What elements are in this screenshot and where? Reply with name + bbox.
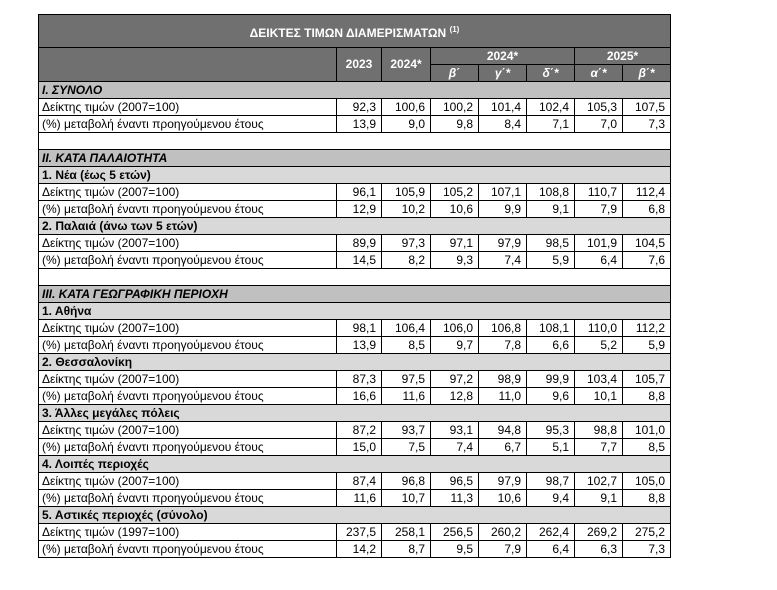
- table-row: [39, 388, 671, 405]
- value-cell: 96,1: [337, 184, 382, 201]
- table-row: [39, 320, 671, 337]
- table-row: [39, 252, 671, 269]
- value-cell: 8,5: [623, 439, 671, 456]
- value-cell: 5,9: [527, 252, 575, 269]
- row-label: Δείκτης τιμών (2007=100): [39, 99, 337, 116]
- value-cell: 9,9: [479, 201, 527, 218]
- value-cell: 102,7: [575, 473, 623, 490]
- value-cell: 7,4: [479, 252, 527, 269]
- value-cell: 7,3: [623, 541, 671, 558]
- header-group-2024: 2024*: [431, 48, 575, 65]
- value-cell: 97,5: [382, 371, 431, 388]
- table-row: [39, 184, 671, 201]
- value-cell: 99,9: [527, 371, 575, 388]
- value-cell: 262,4: [527, 524, 575, 541]
- subsection-header-row: [39, 405, 671, 422]
- row-label: Δείκτης τιμών (2007=100): [39, 320, 337, 337]
- table-row: [39, 337, 671, 354]
- value-cell: 7,3: [623, 116, 671, 133]
- value-cell: 15,0: [337, 439, 382, 456]
- value-cell: 12,9: [337, 201, 382, 218]
- value-cell: 7,4: [431, 439, 479, 456]
- section-header-row: [39, 150, 671, 167]
- value-cell: 11,3: [431, 490, 479, 507]
- subsection-header-row: [39, 354, 671, 371]
- subsection-label: 4. Λοιπές περιοχές: [39, 456, 671, 473]
- subsection-header-row: [39, 303, 671, 320]
- header-quarter: δ΄*: [527, 65, 575, 82]
- value-cell: 103,4: [575, 371, 623, 388]
- row-label: Δείκτης τιμών (2007=100): [39, 235, 337, 252]
- value-cell: 7,7: [575, 439, 623, 456]
- value-cell: 110,0: [575, 320, 623, 337]
- value-cell: 98,1: [337, 320, 382, 337]
- value-cell: 100,2: [431, 99, 479, 116]
- row-label: (%) μεταβολή έναντι προηγούμενου έτους: [39, 439, 337, 456]
- value-cell: 112,4: [623, 184, 671, 201]
- price-index-table: [38, 14, 671, 558]
- value-cell: 5,2: [575, 337, 623, 354]
- subsection-label: 2. Θεσσαλονίκη: [39, 354, 671, 371]
- value-cell: 260,2: [479, 524, 527, 541]
- value-cell: 107,5: [623, 99, 671, 116]
- value-cell: 98,8: [575, 422, 623, 439]
- value-cell: 8,4: [479, 116, 527, 133]
- value-cell: 11,6: [382, 388, 431, 405]
- spacer-cell: [39, 269, 671, 286]
- section-header-row: [39, 286, 671, 303]
- row-label: Δείκτης τιμών (1997=100): [39, 524, 337, 541]
- value-cell: 97,9: [479, 473, 527, 490]
- value-cell: 106,4: [382, 320, 431, 337]
- row-label: (%) μεταβολή έναντι προηγούμενου έτους: [39, 116, 337, 133]
- table-row: [39, 201, 671, 218]
- value-cell: 8,2: [382, 252, 431, 269]
- table-row: [39, 371, 671, 388]
- header-year-2023: 2023: [337, 48, 382, 82]
- value-cell: 106,8: [479, 320, 527, 337]
- value-cell: 10,1: [575, 388, 623, 405]
- value-cell: 104,5: [623, 235, 671, 252]
- value-cell: 10,2: [382, 201, 431, 218]
- value-cell: 7,1: [527, 116, 575, 133]
- value-cell: 14,2: [337, 541, 382, 558]
- value-cell: 107,1: [479, 184, 527, 201]
- value-cell: 7,8: [479, 337, 527, 354]
- row-label: (%) μεταβολή έναντι προηγούμενου έτους: [39, 252, 337, 269]
- value-cell: 108,8: [527, 184, 575, 201]
- value-cell: 93,7: [382, 422, 431, 439]
- value-cell: 9,4: [527, 490, 575, 507]
- header-year-2024: 2024*: [382, 48, 431, 82]
- section-header-row: [39, 82, 671, 99]
- value-cell: 94,8: [479, 422, 527, 439]
- value-cell: 11,6: [337, 490, 382, 507]
- row-label: Δείκτης τιμών (2007=100): [39, 473, 337, 490]
- section-label: I. ΣΥΝΟΛΟ: [39, 82, 671, 99]
- value-cell: 6,4: [575, 252, 623, 269]
- value-cell: 97,3: [382, 235, 431, 252]
- value-cell: 105,2: [431, 184, 479, 201]
- value-cell: 11,0: [479, 388, 527, 405]
- value-cell: 10,7: [382, 490, 431, 507]
- value-cell: 110,7: [575, 184, 623, 201]
- table-title-text: ΔΕΙΚΤΕΣ ΤΙΜΩΝ ΔΙΑΜΕΡΙΣΜΑΤΩΝ: [249, 25, 447, 40]
- value-cell: 8,8: [623, 490, 671, 507]
- row-label: (%) μεταβολή έναντι προηγούμενου έτους: [39, 201, 337, 218]
- row-label: Δείκτης τιμών (2007=100): [39, 371, 337, 388]
- value-cell: 6,4: [527, 541, 575, 558]
- value-cell: 87,4: [337, 473, 382, 490]
- value-cell: 5,1: [527, 439, 575, 456]
- value-cell: 6,8: [623, 201, 671, 218]
- value-cell: 6,6: [527, 337, 575, 354]
- value-cell: 256,5: [431, 524, 479, 541]
- subsection-header-row: [39, 218, 671, 235]
- value-cell: 108,1: [527, 320, 575, 337]
- header-quarter: α΄*: [575, 65, 623, 82]
- value-cell: 106,0: [431, 320, 479, 337]
- subsection-label: 1. Νέα (έως 5 ετών): [39, 167, 671, 184]
- value-cell: 5,9: [623, 337, 671, 354]
- table-row: [39, 490, 671, 507]
- value-cell: 89,9: [337, 235, 382, 252]
- value-cell: 9,5: [431, 541, 479, 558]
- value-cell: 105,3: [575, 99, 623, 116]
- value-cell: 97,1: [431, 235, 479, 252]
- spacer-row: [39, 269, 671, 286]
- table-row: [39, 541, 671, 558]
- value-cell: 8,5: [382, 337, 431, 354]
- value-cell: 13,9: [337, 337, 382, 354]
- header-blank: [39, 48, 337, 82]
- value-cell: 98,7: [527, 473, 575, 490]
- value-cell: 101,9: [575, 235, 623, 252]
- value-cell: 9,0: [382, 116, 431, 133]
- table-row: [39, 235, 671, 252]
- value-cell: 7,9: [479, 541, 527, 558]
- header-quarter: γ΄*: [479, 65, 527, 82]
- value-cell: 105,7: [623, 371, 671, 388]
- table-title-row: [39, 15, 671, 48]
- table-title: [39, 15, 671, 48]
- value-cell: 98,5: [527, 235, 575, 252]
- row-label: (%) μεταβολή έναντι προηγούμενου έτους: [39, 490, 337, 507]
- value-cell: 7,0: [575, 116, 623, 133]
- value-cell: 100,6: [382, 99, 431, 116]
- section-label: III. ΚΑΤΑ ΓΕΩΓΡΑΦΙΚΗ ΠΕΡΙΟΧΗ: [39, 286, 671, 303]
- header-group-2025: 2025*: [575, 48, 671, 65]
- value-cell: 269,2: [575, 524, 623, 541]
- value-cell: 96,5: [431, 473, 479, 490]
- value-cell: 98,9: [479, 371, 527, 388]
- value-cell: 7,5: [382, 439, 431, 456]
- table-row: [39, 439, 671, 456]
- table-row: [39, 524, 671, 541]
- value-cell: 10,6: [479, 490, 527, 507]
- value-cell: 6,3: [575, 541, 623, 558]
- header-quarter: β΄: [431, 65, 479, 82]
- subsection-label: 5. Αστικές περιοχές (σύνολο): [39, 507, 671, 524]
- value-cell: 16,6: [337, 388, 382, 405]
- table-row: [39, 422, 671, 439]
- value-cell: 87,2: [337, 422, 382, 439]
- value-cell: 9,7: [431, 337, 479, 354]
- value-cell: 237,5: [337, 524, 382, 541]
- value-cell: 8,7: [382, 541, 431, 558]
- table-row: [39, 116, 671, 133]
- value-cell: 7,6: [623, 252, 671, 269]
- value-cell: 101,0: [623, 422, 671, 439]
- title-footnote-mark: (1): [449, 24, 460, 34]
- value-cell: 13,9: [337, 116, 382, 133]
- value-cell: 9,1: [527, 201, 575, 218]
- header-quarter: β΄*: [623, 65, 671, 82]
- value-cell: 7,9: [575, 201, 623, 218]
- subsection-header-row: [39, 456, 671, 473]
- value-cell: 105,0: [623, 473, 671, 490]
- value-cell: 96,8: [382, 473, 431, 490]
- value-cell: 92,3: [337, 99, 382, 116]
- spacer-cell: [39, 133, 671, 150]
- row-label: (%) μεταβολή έναντι προηγούμενου έτους: [39, 388, 337, 405]
- row-label: Δείκτης τιμών (2007=100): [39, 184, 337, 201]
- value-cell: 112,2: [623, 320, 671, 337]
- row-label: Δείκτης τιμών (2007=100): [39, 422, 337, 439]
- subsection-label: 2. Παλαιά (άνω των 5 ετών): [39, 218, 671, 235]
- value-cell: 105,9: [382, 184, 431, 201]
- value-cell: 93,1: [431, 422, 479, 439]
- value-cell: 10,6: [431, 201, 479, 218]
- header-row-1: [39, 48, 671, 65]
- value-cell: 8,8: [623, 388, 671, 405]
- value-cell: 12,8: [431, 388, 479, 405]
- value-cell: 275,2: [623, 524, 671, 541]
- value-cell: 102,4: [527, 99, 575, 116]
- value-cell: 6,7: [479, 439, 527, 456]
- spacer-row: [39, 133, 671, 150]
- subsection-header-row: [39, 507, 671, 524]
- value-cell: 87,3: [337, 371, 382, 388]
- value-cell: 97,2: [431, 371, 479, 388]
- table-row: [39, 473, 671, 490]
- row-label: (%) μεταβολή έναντι προηγούμενου έτους: [39, 541, 337, 558]
- value-cell: 95,3: [527, 422, 575, 439]
- value-cell: 9,3: [431, 252, 479, 269]
- value-cell: 9,8: [431, 116, 479, 133]
- value-cell: 9,6: [527, 388, 575, 405]
- subsection-header-row: [39, 167, 671, 184]
- value-cell: 14,5: [337, 252, 382, 269]
- row-label: (%) μεταβολή έναντι προηγούμενου έτους: [39, 337, 337, 354]
- subsection-label: 3. Άλλες μεγάλες πόλεις: [39, 405, 671, 422]
- value-cell: 258,1: [382, 524, 431, 541]
- value-cell: 97,9: [479, 235, 527, 252]
- subsection-label: 1. Αθήνα: [39, 303, 671, 320]
- section-label: II. ΚΑΤΑ ΠΑΛΑΙΟΤΗΤΑ: [39, 150, 671, 167]
- table-row: [39, 99, 671, 116]
- value-cell: 9,1: [575, 490, 623, 507]
- value-cell: 101,4: [479, 99, 527, 116]
